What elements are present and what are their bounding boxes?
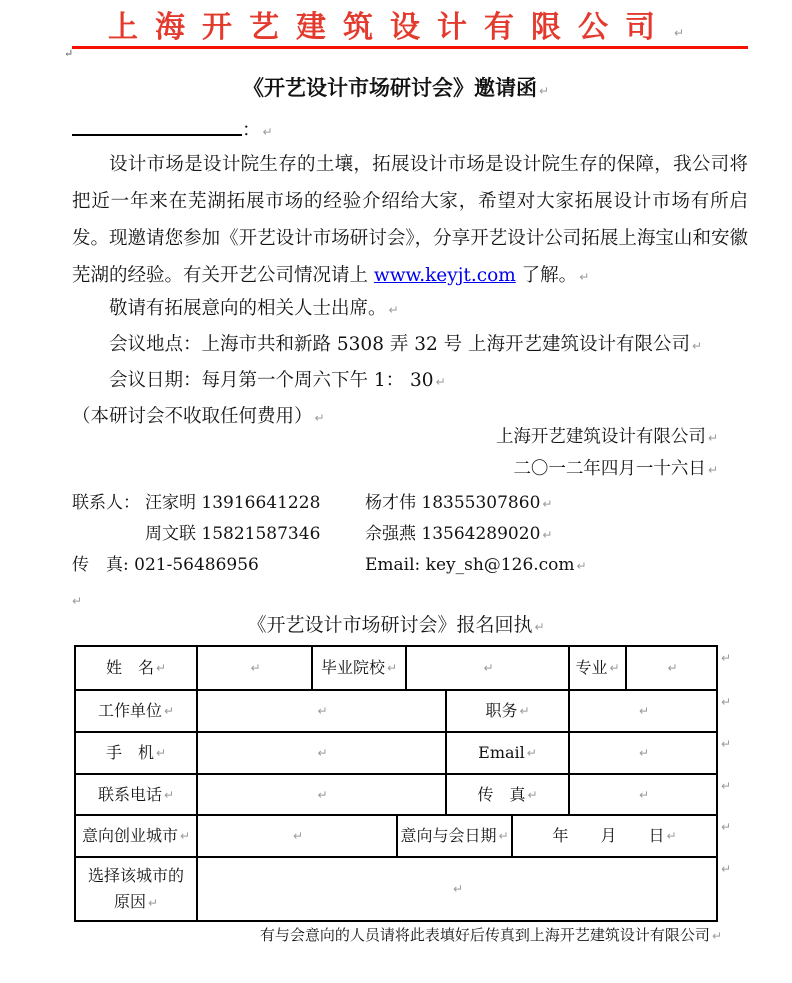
company-name: 上海开艺建筑设计有限公司 — [107, 10, 672, 45]
paragraph-mark-icon: ↵ — [386, 661, 398, 675]
contact-person: 汪家明 13916641228 — [145, 493, 321, 513]
body-paragraph — [72, 146, 748, 296]
paragraph-mark-icon: ↵ — [483, 661, 494, 675]
cell-label: 专业 — [575, 658, 608, 677]
cell-label: 传 真 — [477, 784, 526, 804]
paragraph-mark-icon: ↵ — [317, 704, 328, 718]
table-row — [76, 691, 716, 733]
cell-label: 工作单位 — [97, 701, 162, 720]
contacts-line-3 — [72, 550, 587, 575]
paragraph-mark-icon: ↵ — [314, 411, 325, 425]
signature-company-text: 上海开艺建筑设计有限公司 — [495, 427, 706, 447]
cell-label: 手 机 — [105, 743, 154, 762]
paragraph-mark-icon: ↵ — [163, 704, 175, 718]
position-input-cell[interactable] — [570, 691, 716, 731]
schedule-line — [109, 366, 446, 392]
paragraph-mark-icon: ↵ — [155, 746, 167, 760]
signature-date — [72, 455, 718, 480]
header-rule — [72, 46, 748, 49]
paragraph-mark-icon: ↵ — [542, 497, 553, 511]
paragraph-mark-icon: ↵ — [638, 746, 650, 760]
table-row — [76, 816, 716, 858]
contact-person: 杨才伟 18355307860 — [365, 493, 541, 513]
school-input-cell[interactable] — [407, 647, 570, 689]
contacts-line-1 — [72, 488, 552, 513]
contacts-line-2 — [72, 519, 552, 544]
company-letterhead — [0, 2, 792, 46]
paragraph-mark-icon: ↵ — [576, 559, 587, 573]
attend-date-input-cell[interactable] — [513, 816, 716, 856]
row-end-mark-icon: ↵ — [721, 820, 732, 834]
row-end-mark-icon: ↵ — [721, 651, 732, 665]
employer-label-cell — [76, 691, 198, 731]
footer-note — [72, 924, 722, 945]
paragraph-mark-icon: ↵ — [147, 895, 159, 910]
email-label-cell — [447, 733, 570, 773]
paragraph-mark-icon: ↵ — [692, 339, 703, 353]
major-label-cell — [570, 647, 627, 689]
paragraph-mark-icon: ↵ — [163, 787, 175, 802]
phone-label-cell — [76, 775, 198, 814]
paragraph-mark-icon: ↵ — [452, 882, 464, 896]
paragraph-mark-icon: ↵ — [262, 125, 273, 139]
fax-label-cell — [447, 775, 570, 814]
doc-title — [0, 72, 792, 102]
form-title — [0, 610, 792, 637]
row-end-mark-icon: ↵ — [721, 695, 732, 709]
body-text-after: 了解。 — [515, 265, 578, 286]
empty-paragraph-mark-icon: ↵ — [72, 594, 83, 608]
cell-label: 意向创业城市 — [81, 826, 178, 845]
employer-input-cell[interactable] — [198, 691, 447, 731]
mobile-input-cell[interactable] — [198, 733, 447, 773]
cell-label: Email — [478, 743, 525, 762]
table-row — [76, 733, 716, 775]
paragraph-mark-icon: ↵ — [317, 746, 328, 760]
paragraph-mark-icon: ↵ — [526, 746, 537, 760]
paragraph-mark-icon: ↵ — [179, 829, 191, 843]
contacts-label: 联系人： — [72, 493, 140, 513]
paragraph-mark-icon: ↵ — [673, 26, 685, 40]
paragraph-mark-icon: ↵ — [707, 431, 718, 445]
table-row — [76, 775, 716, 816]
paragraph-mark-icon: ↵ — [64, 47, 74, 60]
form-title-text: 《开艺设计市场研讨会》报名回执 — [247, 614, 533, 636]
paragraph-mark-icon: ↵ — [534, 620, 545, 634]
name-label-cell — [76, 647, 198, 689]
cell-label: 姓 名 — [105, 658, 154, 677]
paragraph-mark-icon: ↵ — [498, 829, 509, 843]
school-label-cell — [313, 647, 407, 689]
paragraph-mark-icon: ↵ — [527, 787, 538, 802]
row-end-mark-icon: ↵ — [721, 779, 732, 793]
phone-input-cell[interactable] — [198, 775, 447, 814]
body-text: 设计市场是设计院生存的土壤，拓展设计市场是设计院生存的保障，我公司将把近一年来在芜湖拓展市场的经验介绍给大家，希望对大家拓展设计市场有所启发。现邀请您参加《开艺设计市场研讨会》，分享开艺设计公司拓展上海宝山和安徽芜湖的经验。有关开艺公司情况请上 — [72, 154, 748, 286]
paragraph-mark-icon: ↵ — [638, 704, 650, 718]
row-end-mark-icon: ↵ — [721, 737, 732, 751]
mobile-label-cell — [76, 733, 198, 773]
position-label-cell — [447, 691, 570, 731]
paragraph-mark-icon: ↵ — [388, 303, 399, 317]
footer-note-text: 有与会意向的人员请将此表填好后传真到上海开艺建筑设计有限公司 — [259, 926, 710, 944]
paragraph-mark-icon: ↵ — [609, 661, 620, 675]
invite-text: 敬请有拓展意向的相关人士出席。 — [109, 298, 387, 319]
paragraph-mark-icon: ↵ — [317, 787, 328, 802]
reason-label-cell — [76, 858, 198, 920]
city-input-cell[interactable] — [198, 816, 398, 856]
table-row — [76, 647, 716, 691]
schedule-text: 会议日期：每月第一个周六下午 1： 30 — [109, 370, 434, 391]
paragraph-mark-icon: ↵ — [707, 463, 718, 477]
city-label-cell — [76, 816, 198, 856]
email-input-cell[interactable] — [570, 733, 716, 773]
fee-text: （本研讨会不收取任何费用） — [72, 406, 313, 427]
paragraph-mark-icon: ↵ — [538, 84, 550, 98]
contact-person: 佘强燕 13564289020 — [365, 524, 541, 544]
major-input-cell[interactable] — [627, 647, 716, 689]
table-row — [76, 858, 716, 920]
salutation-line — [72, 114, 273, 142]
cell-label: 联系电话 — [97, 784, 162, 804]
paragraph-mark-icon: ↵ — [250, 661, 261, 675]
fax-input-cell[interactable] — [570, 775, 716, 814]
fax-value: 传 真: 021-56486956 — [72, 555, 259, 575]
paragraph-mark-icon: ↵ — [666, 829, 677, 843]
paragraph-mark-icon: ↵ — [519, 704, 530, 718]
cell-label: 职务 — [485, 701, 518, 720]
salutation-blank[interactable] — [72, 114, 242, 136]
paragraph-mark-icon: ↵ — [667, 661, 678, 675]
paragraph-mark-icon: ↵ — [638, 787, 650, 802]
website-link[interactable]: www.keyjt.com — [373, 265, 516, 286]
salutation-colon: ： — [242, 120, 261, 141]
reason-input-cell[interactable] — [198, 858, 716, 920]
signature-date-text: 二〇一二年四月一十六日 — [513, 459, 706, 479]
email-value: Email: key_sh@126.com — [365, 555, 575, 575]
doc-title-text: 《开艺设计市场研讨会》邀请函 — [242, 75, 537, 100]
paragraph-mark-icon: ↵ — [711, 929, 722, 943]
paragraph-mark-icon: ↵ — [292, 829, 304, 843]
paragraph-mark-icon: ↵ — [155, 661, 167, 675]
name-input-cell[interactable] — [198, 647, 313, 689]
contact-person: 周文联 15821587346 — [145, 524, 321, 544]
invite-line — [109, 294, 399, 320]
paragraph-mark-icon: ↵ — [435, 375, 446, 389]
cell-label: 选择该城市的原因 — [87, 865, 184, 911]
signature-company — [72, 423, 718, 448]
registration-table — [74, 645, 718, 922]
cell-label: 毕业院校 — [320, 658, 385, 677]
attend-date-label-cell — [398, 816, 513, 856]
paragraph-mark-icon: ↵ — [579, 270, 590, 284]
date-format-text: 年 月 日 — [552, 826, 665, 845]
paragraph-mark-icon: ↵ — [542, 528, 553, 542]
venue-text: 会议地点：上海市共和新路 5308 弄 32 号 上海开艺建筑设计有限公司 — [109, 334, 691, 355]
venue-line — [109, 330, 702, 356]
cell-label: 意向与会日期 — [400, 826, 497, 845]
row-end-mark-icon: ↵ — [721, 862, 732, 876]
